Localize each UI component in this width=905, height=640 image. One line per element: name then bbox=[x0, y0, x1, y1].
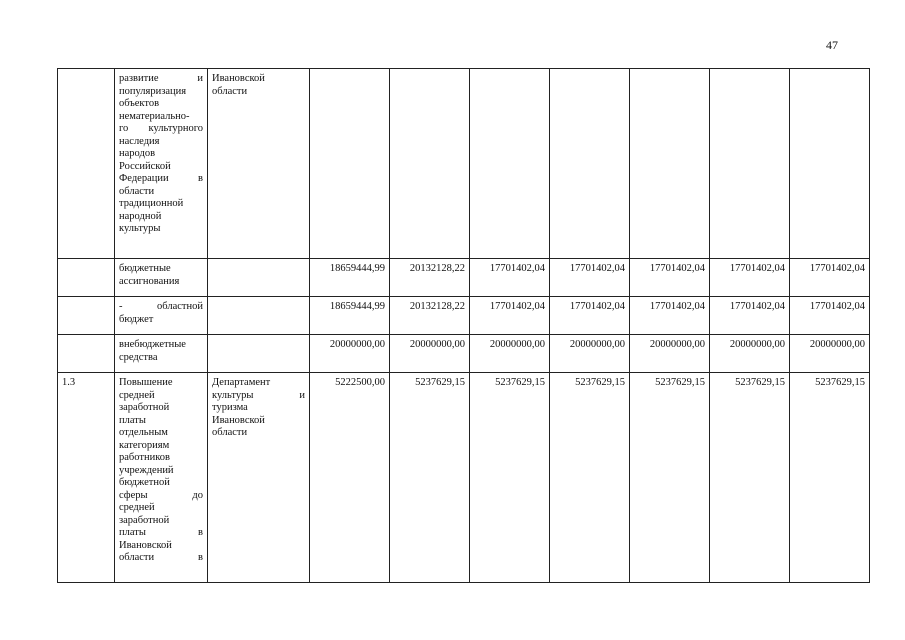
amount-cell-year-4 bbox=[550, 69, 630, 259]
amount-cell-year-3 bbox=[470, 69, 550, 259]
activity-name-cell-line: работников bbox=[119, 452, 170, 463]
amount-cell-year-5: 17701402,04 bbox=[630, 297, 710, 335]
activity-name-cell-line: сферы до bbox=[119, 489, 203, 501]
amount-cell-year-1: 18659444,99 bbox=[310, 297, 390, 335]
amount-cell-year-2: 5237629,15 bbox=[390, 373, 470, 583]
table-row bbox=[58, 259, 870, 297]
executor-cell bbox=[208, 373, 310, 583]
activity-name-cell bbox=[115, 259, 208, 297]
budget-table bbox=[57, 68, 870, 583]
activity-name-cell bbox=[115, 335, 208, 373]
activity-name-cell-line: нематериально- bbox=[119, 110, 190, 122]
activity-name-cell-line: го культурного bbox=[119, 123, 203, 134]
page-number: 47 bbox=[826, 38, 838, 52]
table-row bbox=[58, 69, 870, 259]
executor-cell bbox=[208, 259, 310, 297]
activity-name-cell-line: народов bbox=[119, 148, 156, 159]
amount-cell-year-7: 5237629,15 bbox=[790, 373, 870, 583]
amount-cell-year-2 bbox=[390, 69, 470, 259]
activity-name-cell-line: учреждений bbox=[119, 464, 174, 476]
amount-cell-year-3: 20000000,00 bbox=[470, 335, 550, 373]
activity-name-cell-line: внебюджетные bbox=[119, 339, 186, 350]
activity-name-cell-line: традиционной bbox=[119, 198, 184, 209]
table-row bbox=[58, 335, 870, 373]
amount-cell-year-4: 20000000,00 bbox=[550, 335, 630, 373]
executor-cell-line: Ивановской bbox=[212, 73, 265, 84]
row-number-cell: 1.3 bbox=[58, 373, 115, 583]
activity-name-cell-line: Федерации в bbox=[119, 173, 203, 184]
amount-cell-year-7: 17701402,04 bbox=[790, 259, 870, 297]
activity-name-cell-line: средней bbox=[119, 389, 155, 401]
activity-name-cell-line: бюджет bbox=[119, 313, 154, 325]
activity-name-cell bbox=[115, 297, 208, 335]
amount-cell-year-6: 5237629,15 bbox=[710, 373, 790, 583]
amount-cell-year-1 bbox=[310, 69, 390, 259]
activity-name-cell-line: ассигнования bbox=[119, 275, 180, 287]
row-number-cell bbox=[58, 259, 115, 297]
amount-cell-year-6 bbox=[710, 69, 790, 259]
activity-name-cell-line: наследия bbox=[119, 135, 160, 147]
activity-name-cell-line: народной bbox=[119, 210, 162, 222]
activity-name-cell-line: области bbox=[119, 185, 155, 197]
activity-name-cell-line: заработной bbox=[119, 514, 170, 526]
executor-cell-line: туризма bbox=[212, 402, 248, 413]
amount-cell-year-2: 20132128,22 bbox=[390, 259, 470, 297]
activity-name-cell-line: области в bbox=[119, 552, 203, 563]
amount-cell-year-4: 5237629,15 bbox=[550, 373, 630, 583]
executor-cell-line: Ивановской bbox=[212, 414, 265, 426]
executor-cell-line: культуры и bbox=[212, 389, 305, 401]
activity-name-cell-line: бюджетные bbox=[119, 263, 171, 274]
activity-name-cell-line: объектов bbox=[119, 98, 160, 109]
row-number-cell bbox=[58, 297, 115, 335]
activity-name-cell-line: категориям bbox=[119, 439, 170, 451]
table-body bbox=[58, 69, 870, 583]
activity-name-cell-line: Российской bbox=[119, 160, 171, 172]
row-number-cell bbox=[58, 335, 115, 373]
activity-name-cell-line: бюджетной bbox=[119, 477, 170, 488]
executor-cell-line: Департамент bbox=[212, 377, 271, 388]
amount-cell-year-5: 5237629,15 bbox=[630, 373, 710, 583]
amount-cell-year-1: 18659444,99 bbox=[310, 259, 390, 297]
activity-name-cell-line: Ивановской bbox=[119, 539, 172, 551]
amount-cell-year-2: 20000000,00 bbox=[390, 335, 470, 373]
activity-name-cell-line: платы в bbox=[119, 527, 203, 538]
amount-cell-year-5: 20000000,00 bbox=[630, 335, 710, 373]
activity-name-cell-line: отдельным bbox=[119, 427, 168, 438]
amount-cell-year-3: 17701402,04 bbox=[470, 297, 550, 335]
activity-name-cell bbox=[115, 69, 208, 259]
activity-name-cell-line: средства bbox=[119, 351, 158, 363]
executor-cell bbox=[208, 69, 310, 259]
amount-cell-year-7 bbox=[790, 69, 870, 259]
activity-name-cell-line: Повышение bbox=[119, 377, 173, 388]
amount-cell-year-6: 17701402,04 bbox=[710, 297, 790, 335]
activity-name-cell-line: культуры bbox=[119, 223, 161, 234]
amount-cell-year-3: 17701402,04 bbox=[470, 259, 550, 297]
amount-cell-year-6: 17701402,04 bbox=[710, 259, 790, 297]
executor-cell-line: области bbox=[212, 85, 248, 97]
activity-name-cell-line: развитие и bbox=[119, 73, 203, 84]
activity-name-cell bbox=[115, 373, 208, 583]
activity-name-cell-line: средней bbox=[119, 502, 155, 513]
amount-cell-year-1: 5222500,00 bbox=[310, 373, 390, 583]
amount-cell-year-4: 17701402,04 bbox=[550, 259, 630, 297]
amount-cell-year-4: 17701402,04 bbox=[550, 297, 630, 335]
activity-name-cell-line: популяризация bbox=[119, 85, 187, 97]
activity-name-cell-line: платы bbox=[119, 414, 146, 426]
amount-cell-year-5 bbox=[630, 69, 710, 259]
activity-name-cell-line: заработной bbox=[119, 402, 170, 413]
executor-cell bbox=[208, 335, 310, 373]
amount-cell-year-3: 5237629,15 bbox=[470, 373, 550, 583]
executor-cell-line: области bbox=[212, 427, 248, 438]
amount-cell-year-2: 20132128,22 bbox=[390, 297, 470, 335]
row-number-cell bbox=[58, 69, 115, 259]
table-row bbox=[58, 373, 870, 583]
amount-cell-year-5: 17701402,04 bbox=[630, 259, 710, 297]
amount-cell-year-7: 20000000,00 bbox=[790, 335, 870, 373]
amount-cell-year-1: 20000000,00 bbox=[310, 335, 390, 373]
executor-cell bbox=[208, 297, 310, 335]
amount-cell-year-6: 20000000,00 bbox=[710, 335, 790, 373]
amount-cell-year-7: 17701402,04 bbox=[790, 297, 870, 335]
table-row bbox=[58, 297, 870, 335]
activity-name-cell-line: - областной bbox=[119, 301, 203, 312]
